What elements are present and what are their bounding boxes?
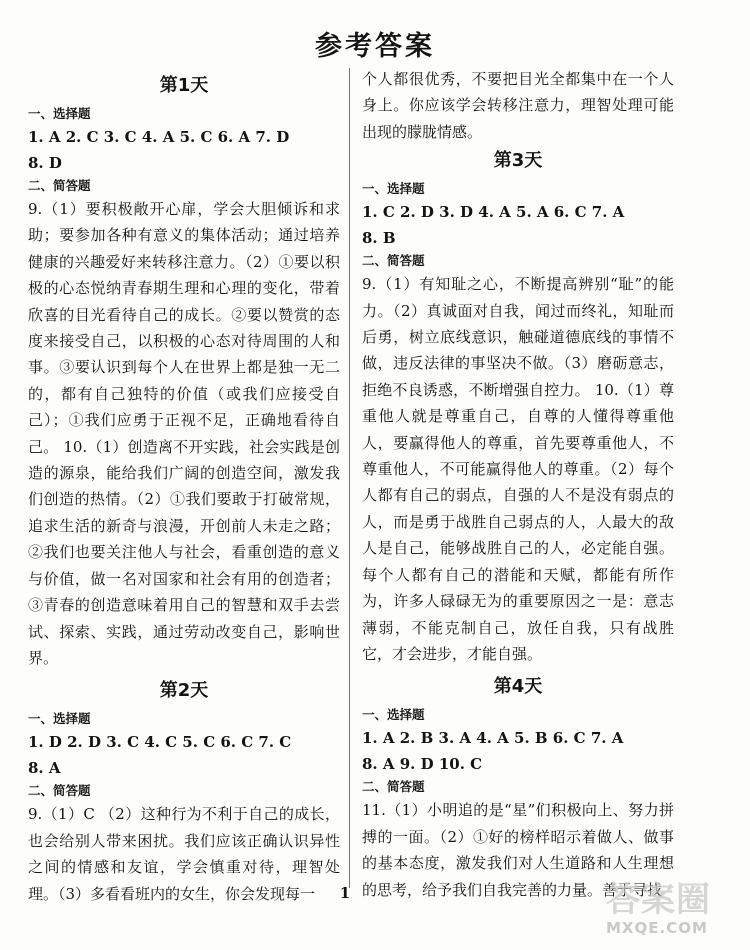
- day2-heading: 第2天: [159, 680, 209, 702]
- day1-heading: 第1天: [159, 75, 209, 96]
- day3-sa-label: 二、简答题: [362, 253, 425, 269]
- day1-mc-answers-line1: 1. A 2. C 3. C 4. A 5. C 6. A 7. D: [28, 128, 290, 146]
- day3-section: [362, 149, 674, 667]
- day4-sa-text: 11.（1）小明追的是“星”们积极向上、努力拼搏的一面。（2）①好的榜样昭示着做人、做事的基本态度，激发我们对人生道路和人生理想的思考，给予我们自我完善的力量。善于寻找: [362, 801, 674, 899]
- day2-sa-label: 二、简答题: [28, 783, 91, 799]
- day1-section: [28, 74, 340, 671]
- day3-mc-answers-line2: 8. B: [362, 229, 396, 248]
- day4-mc-answers-line1: 1. A 2. B 3. A 4. A 5. B 6. C 7. A: [362, 729, 624, 748]
- left-column: [28, 72, 340, 907]
- day4-section: [362, 675, 674, 903]
- day4-heading: 第4天: [493, 676, 543, 698]
- day3-heading: 第3天: [493, 150, 543, 172]
- watermark-url: MXQE.COM: [606, 919, 708, 937]
- day4-sa-label: 二、简答题: [362, 779, 425, 795]
- day2-mc-label: 一、选择题: [28, 711, 91, 727]
- column-divider: [349, 68, 350, 888]
- day1-mc-answers-line2: 8. D: [28, 154, 62, 172]
- page-title: 参考答案: [315, 31, 435, 62]
- day1-sa-text: 9.（1）要积极敞开心扉，学会大胆倾诉和求助；要参加各种有意义的集体活动；通过培养健康的兴趣爱好来转移注意力。（2）①要以积极的心态悦纳青春期生理和心理的变化，带着欣喜的目光看待自己的成长。②要以赞赏的态度来接受自己，以积极的心态对待周围的人和事。③要认识到每个人在世界上都是独一无二的，都有自己独特的价值（或我们应接受自己）；①我们应勇于正视不足，正确地看待自己。 10.（1）创造离不开实践，社会实践是创造的源泉，能给我们广阔的创造空间，激发我们创造的热情。（2）①我们要敢于打破常规，追求生活的新奇与浪漫，开创前人未走之路；②我们也要关注他人与社会，看重创造的意义与价值，做一名对国家和社会有用的创造者；③青春的创造意味着用自己的智慧和双手去尝试、探索、实践，通过劳动改变自己，影响世界。: [28, 200, 340, 667]
- day1-mc-label: 一、选择题: [28, 106, 91, 121]
- day3-sa-text: 9.（1）有知耻之心，不断提高辨别“耻”的能力。（2）真诚面对自我，闻过而终礼，知耻而后勇，树立底线意识，触碰道德底线的事情不做，违反法律的事坚决不做。（3）磨砺意志，拒绝不良诱惑，不断增强自控力。 10.（1）尊重他人就是尊重自己，自尊的人懂得尊重他人，要赢得他人的尊重，首先要尊重他人，不尊重他人，不可能赢得他人的尊重。（2）每个人都有自己的弱点，自强的人不是没有弱点的人，而是勇于战胜自己弱点的人，人最大的敌人是自己，能够战胜自己的人，必定能自强。每个人都有自己的潜能和天赋，都能有所作为，许多人碌碌无为的重要原因之一是：意志薄弱，不能克制自己，放任自我，只有战胜它，才会进步，才能自强。: [362, 275, 674, 663]
- page-number: 1: [339, 884, 351, 902]
- day2-sa-text: 9.（1）C （2）这种行为不利于自己的成长，也会给别人带来困扰。我们应该正确认识异性之间的情感和友谊，学会慎重对待，理智处理。（3）多看看班内的女生，你会发现每一: [28, 805, 340, 903]
- day2-mc-answers-line1: 1. D 2. D 3. C 4. C 5. C 6. C 7. C: [28, 733, 292, 752]
- day4-mc-answers-line2: 8. A 9. D 10. C: [362, 755, 483, 774]
- continuation-text: 个人都很优秀，不要把目光全都集中在一个人身上。你应该学会转移注意力，理智处理可能出现的朦胧情感。: [362, 70, 674, 141]
- day3-mc-answers-line1: 1. C 2. D 3. D 4. A 5. A 6. C 7. A: [362, 203, 625, 222]
- right-column: [362, 66, 674, 903]
- day2-mc-answers-line2: 8. A: [28, 759, 61, 778]
- day3-mc-label: 一、选择题: [362, 181, 425, 197]
- day2-section: [28, 679, 340, 907]
- watermark-logo: [606, 872, 746, 946]
- watermark-logo-text: 答案圈: [606, 880, 711, 920]
- day4-mc-label: 一、选择题: [362, 707, 425, 723]
- day1-sa-label: 二、简答题: [28, 178, 91, 193]
